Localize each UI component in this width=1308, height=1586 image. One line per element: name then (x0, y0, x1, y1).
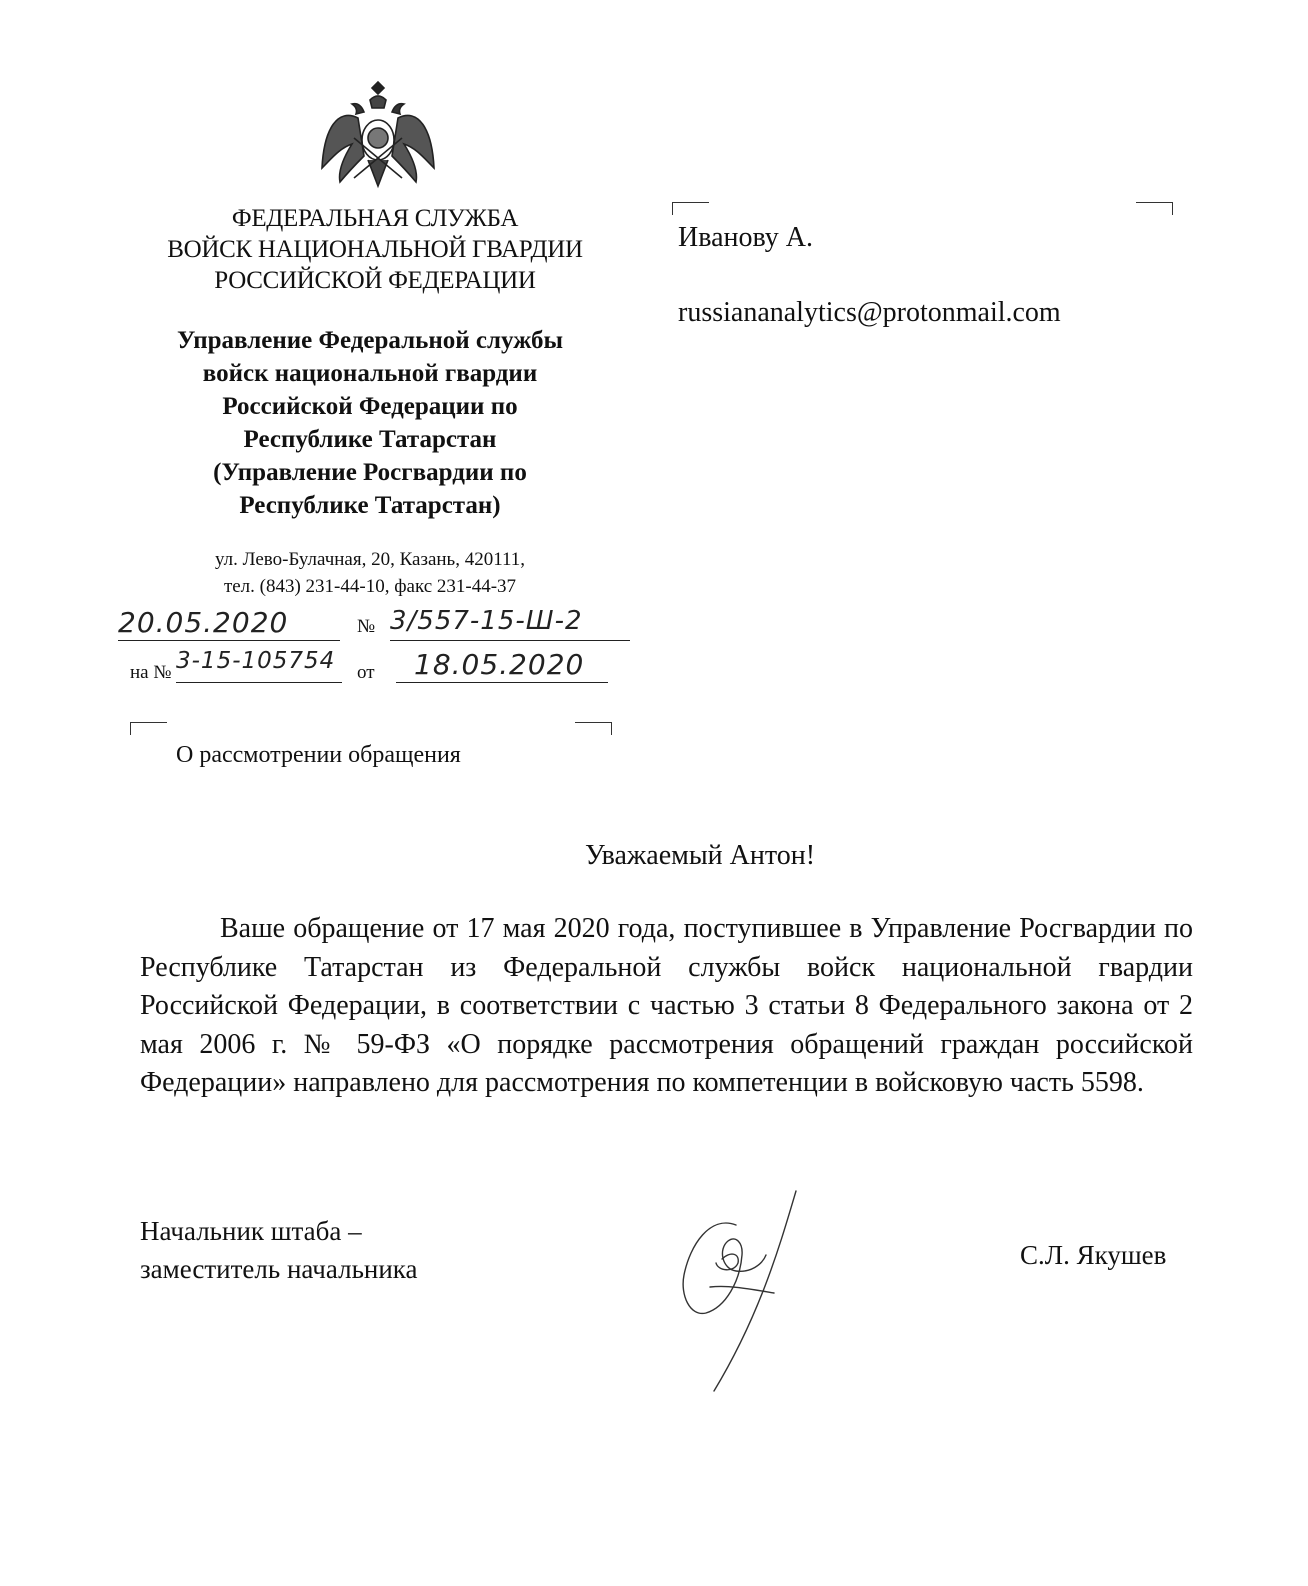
handwritten-signature (670, 1185, 810, 1395)
number-sign: № (357, 616, 376, 637)
position-line: заместитель начальника (140, 1254, 418, 1284)
reply-date: 18.05.2020 (414, 648, 585, 681)
address-line: ул. Лево-Булачная, 20, Казань, 420111, (214, 549, 526, 570)
department-line: войск национальной гвардии (202, 360, 538, 387)
department-line: (Управление Росгвардии по (213, 459, 527, 486)
contact-address (150, 546, 590, 600)
position-line: Начальник штаба – (140, 1216, 362, 1246)
subject-line: О рассмотрении обращения (176, 742, 461, 768)
emblem-icon (318, 78, 438, 200)
recipient-email: russiananalytics@protonmail.com (678, 297, 1061, 328)
addressee-bracket-left (672, 202, 709, 215)
department-line: Республике Татарстан) (239, 492, 501, 519)
agency-line: ФЕДЕРАЛЬНАЯ СЛУЖБА (231, 205, 519, 232)
subject-bracket-left (130, 722, 167, 735)
department-name (130, 324, 610, 522)
reply-prefix: на № (130, 662, 172, 683)
registration-date-line (118, 606, 340, 641)
registration-number: 3/557-15-Ш-2 (390, 606, 583, 636)
signatory-position (140, 1212, 417, 1288)
subject-bracket-right (575, 722, 612, 735)
signatory-name: С.Л. Якушев (1020, 1240, 1167, 1270)
agency-line: ВОЙСК НАЦИОНАЛЬНОЙ ГВАРДИИ (167, 236, 583, 263)
reply-number: 3-15-105754 (176, 648, 336, 674)
from-word: от (357, 662, 375, 683)
greeting: Уважаемый Антон! (584, 840, 816, 871)
address-line: тел. (843) 231-44-10, факс 231-44-37 (223, 576, 517, 597)
agency-line: РОССИЙСКОЙ ФЕДЕРАЦИИ (214, 267, 536, 294)
addressee-bracket-right (1136, 202, 1173, 215)
agency-name (140, 203, 610, 296)
reply-date-line (396, 648, 608, 683)
department-line: Республике Татарстан (243, 426, 497, 453)
recipient-name: Иванову А. (678, 222, 813, 253)
department-line: Российской Федерации по (222, 393, 518, 420)
department-line: Управление Федеральной службы (176, 327, 564, 354)
registration-number-line (390, 606, 630, 641)
registration-date: 20.05.2020 (118, 606, 289, 639)
letter-body: Ваше обращение от 17 мая 2020 года, поступившее в Управление Росгвардии по Республике Татарстан из Федеральной службы войск национальной гвардии Российской Федерации, в соответствии с частью 3 статьи 8 Федерального закона от 2 мая 2006 г. № 59-ФЗ «О порядке рассмотрения обращений граждан российской Федерации» направлено для рассмотрения по компетенции в войсковую часть 5598. (140, 913, 1193, 1098)
reply-number-line (176, 648, 342, 683)
